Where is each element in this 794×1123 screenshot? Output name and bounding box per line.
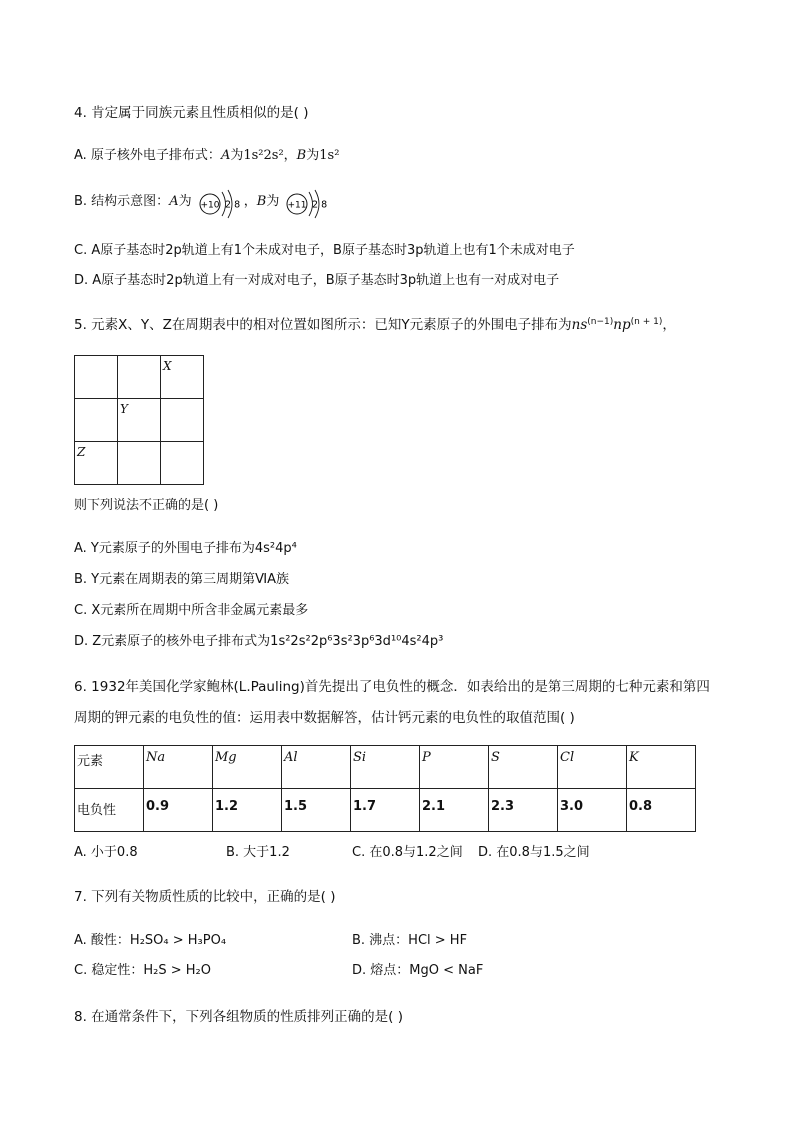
- table-row: [75, 789, 696, 832]
- q5-cfg-ns: ns: [571, 317, 588, 333]
- table-cell: P: [420, 746, 489, 789]
- table-cell: 1.5: [282, 789, 351, 832]
- q6-stem-line2: 周期的钾元素的电负性的值：运用表中数据解答，估计钙元素的电负性的取值范围( ): [74, 710, 575, 726]
- q5-stem: [74, 316, 676, 334]
- table-row: [75, 746, 696, 789]
- table-cell: Si: [351, 746, 420, 789]
- q4-option-d: D. A原子基态时2p轨道上有一对成对电子，B原子基态时3p轨道上也有一对成对电子: [74, 273, 560, 288]
- q5-stem-end: ，: [662, 317, 676, 333]
- q6-option-d: D. 在0.8与1.5之间: [478, 845, 590, 860]
- q4-a-config-1: 1s²2s²: [243, 148, 284, 163]
- grid-cell: [161, 442, 204, 485]
- q6-option-c: C. 在0.8与1.2之间: [352, 845, 463, 860]
- periodic-position-grid: [74, 355, 204, 485]
- grid-cell: [75, 356, 118, 399]
- table-cell: 3.0: [558, 789, 627, 832]
- table-cell: K: [627, 746, 696, 789]
- atom-structure-diagram-b: [285, 189, 329, 215]
- q4-b-wei1: 为: [178, 194, 192, 209]
- grid-cell-y: Y: [118, 399, 161, 442]
- table-cell: 0.9: [144, 789, 213, 832]
- q4-b-var-b: B: [256, 194, 267, 209]
- q7-option-b: B. 沸点：HCl > HF: [352, 933, 468, 948]
- q7-option-a: A. 酸性：H₂SO₄ > H₃PO₄: [74, 933, 227, 948]
- atom-b-nucleus: +11: [287, 200, 307, 210]
- q5-cfg-np: np: [613, 317, 631, 333]
- table-cell: 2.3: [489, 789, 558, 832]
- atom-a-nucleus: +10: [200, 200, 220, 210]
- table-cell: S: [489, 746, 558, 789]
- q4-option-a: [74, 147, 339, 165]
- q4-a-wei2: 为: [306, 148, 320, 163]
- q5-option-b: B. Y元素在周期表的第三周期第ⅥA族: [74, 572, 290, 587]
- q4-a-prefix: A. 原子核外电子排布式：: [74, 148, 221, 163]
- q5-option-c: C. X元素所在周期中所含非金属元素最多: [74, 603, 309, 618]
- grid-cell-x: X: [161, 356, 204, 399]
- table-cell: 0.8: [627, 789, 696, 832]
- q5-cfg-ns-sup: (n−1): [587, 317, 614, 327]
- table-header-cell: 元素: [75, 746, 144, 789]
- grid-cell: [75, 399, 118, 442]
- q7-option-c: C. 稳定性：H₂S > H₂O: [74, 963, 211, 978]
- q5-option-a: A. Y元素原子的外围电子排布为4s²4p⁴: [74, 541, 297, 556]
- grid-cell: [161, 399, 204, 442]
- grid-cell-z: Z: [75, 442, 118, 485]
- table-cell: Na: [144, 746, 213, 789]
- grid-cell: [118, 356, 161, 399]
- q4-a-wei1: 为: [230, 148, 244, 163]
- grid-cell: [118, 442, 161, 485]
- table-cell: Mg: [213, 746, 282, 789]
- q5-cfg-np-sup: (n + 1): [630, 317, 663, 327]
- table-cell: 1.2: [213, 789, 282, 832]
- atom-structure-diagram-a: [198, 189, 242, 215]
- table-cell: 1.7: [351, 789, 420, 832]
- table-header-cell: 电负性: [75, 789, 144, 832]
- q6-option-a: A. 小于0.8: [74, 845, 138, 860]
- q5-stem-text: 5. 元素X、Y、Z在周期表中的相对位置如图所示：已知Y元素原子的外围电子排布为: [74, 317, 572, 333]
- q4-a-var-a: A: [220, 148, 231, 163]
- atom-a-shells: 2 8: [224, 199, 240, 210]
- q4-a-var-b: B: [296, 148, 307, 163]
- q4-a-config-2: 1s²: [319, 148, 340, 163]
- q8-stem: 8. 在通常条件下，下列各组物质的性质排列正确的是( ): [74, 1009, 403, 1025]
- table-cell: Cl: [558, 746, 627, 789]
- q5-option-d: D. Z元素原子的核外电子排布式为1s²2s²2p⁶3s²3p⁶3d¹⁰4s²4p³: [74, 634, 444, 649]
- q4-a-sep: ，: [283, 148, 297, 163]
- q4-option-b: [74, 188, 331, 216]
- q6-option-b: B. 大于1.2: [226, 845, 290, 860]
- atom-b-shells: 2 8: [312, 199, 328, 210]
- q4-b-wei2: 为: [266, 194, 280, 209]
- q4-stem: 4. 肯定属于同族元素且性质相似的是( ): [74, 105, 309, 121]
- q4-option-c: C. A原子基态时2p轨道上有1个未成对电子，B原子基态时3p轨道上也有1个未成对电子: [74, 243, 575, 258]
- q4-b-var-a: A: [169, 194, 179, 209]
- q6-stem-line1: 6. 1932年美国化学家鲍林(L.Pauling)首先提出了电负性的概念．如表给出的是第三周期的七种元素和第四: [74, 679, 710, 695]
- q5-ask: 则下列说法不正确的是( ): [74, 498, 219, 513]
- q7-stem: 7. 下列有关物质性质的比较中，正确的是( ): [74, 889, 336, 905]
- electronegativity-table: [74, 745, 696, 832]
- table-cell: 2.1: [420, 789, 489, 832]
- q7-option-d: D. 熔点：MgO < NaF: [352, 963, 484, 978]
- table-cell: Al: [282, 746, 351, 789]
- q4-b-prefix: B. 结构示意图：: [74, 194, 170, 209]
- q4-b-sep: ，: [243, 194, 257, 209]
